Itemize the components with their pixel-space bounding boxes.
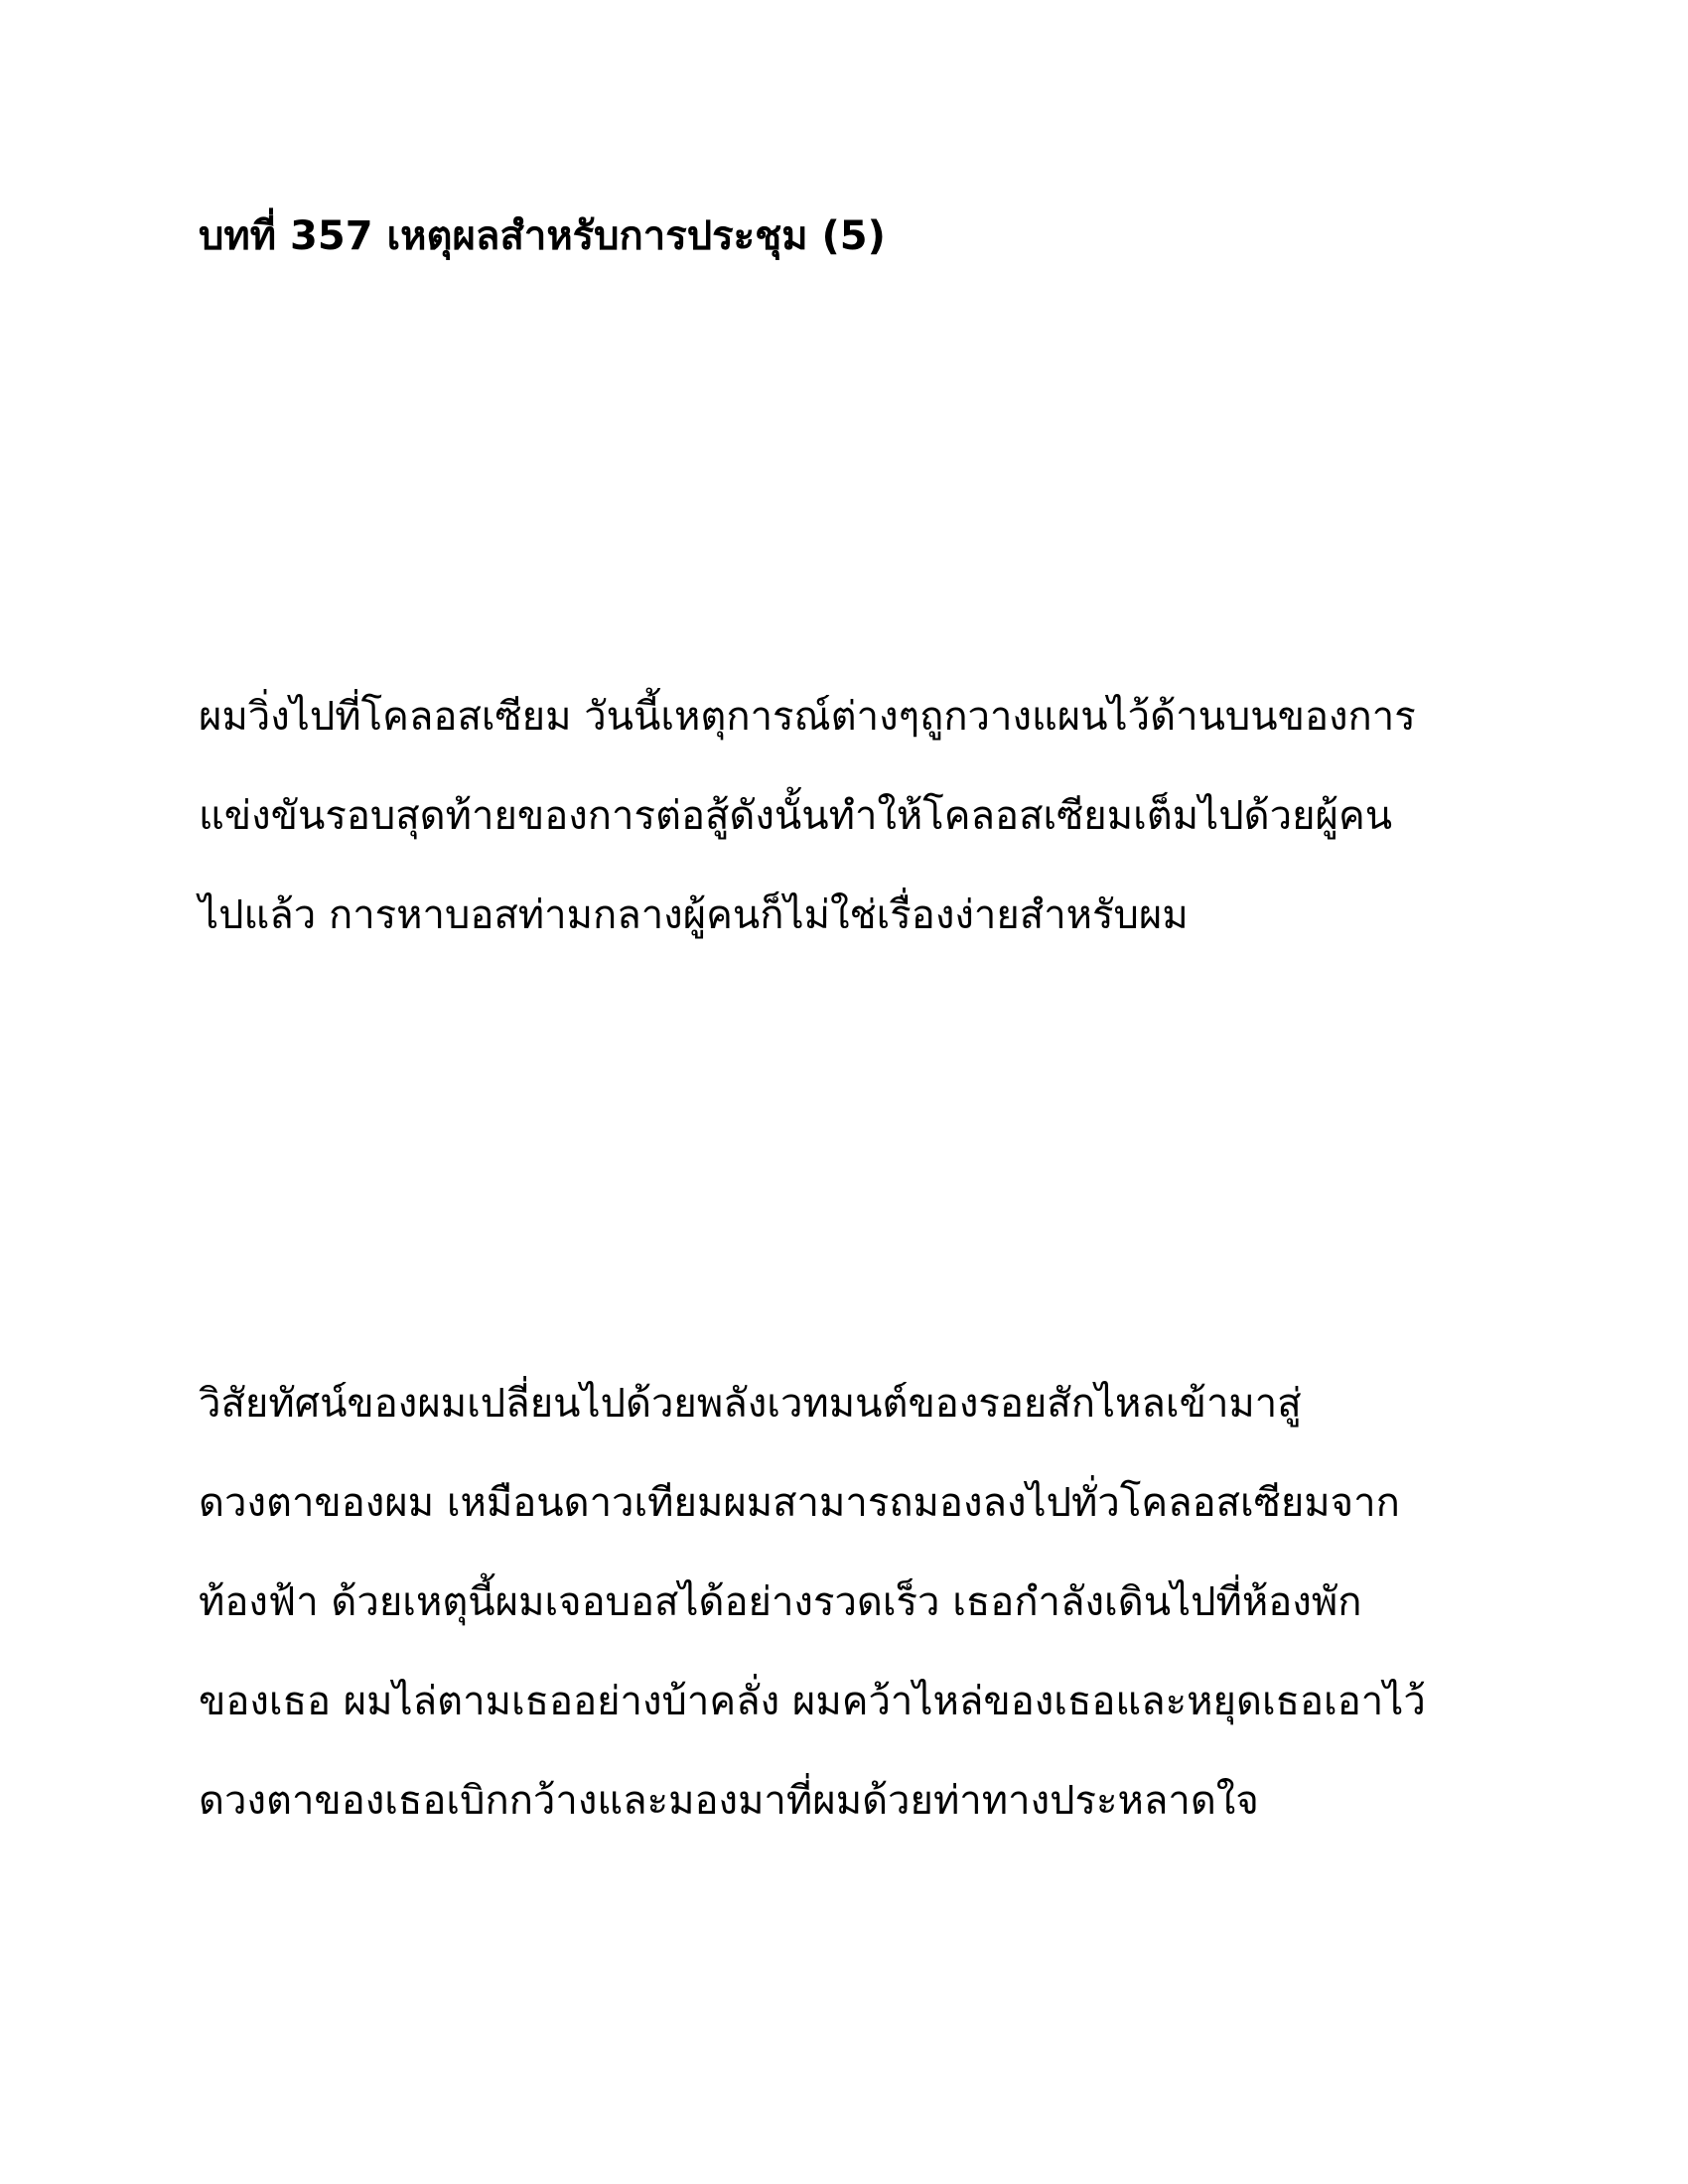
chapter-title: บทที่ 357 เหตุผลสำหรับการประชุม (5) <box>199 213 886 259</box>
paragraph-line: ผมวิ่งไปที่โคลอสเซียม วันนี้เหตุการณ์ต่างๆถูกวางแผนไว้ด้านบนของการ <box>199 694 1416 740</box>
paragraph-line: วิสัยทัศน์ของผมเปลี่ยนไปด้วยพลังเวทมนต์ของรอยสักไหลเข้ามาสู่ <box>199 1381 1302 1427</box>
paragraph-line: แข่งขันรอบสุดท้ายของการต่อสู้ดังนั้นทำให้โคลอสเซียมเต็มไปด้วยผู้คน <box>199 793 1393 839</box>
paragraph-line: ดวงตาของผม เหมือนดาวเทียมผมสามารถมองลงไปทั่วโคลอสเซียมจาก <box>199 1480 1400 1526</box>
paragraph-line: ไปแล้ว การหาบอสท่ามกลางผู้คนก็ไม่ใช่เรื่องง่ายสำหรับผม <box>199 892 1189 938</box>
paragraph-line: ท้องฟ้า ด้วยเหตุนี้ผมเจอบอสได้อย่างรวดเร็ว เธอกำลังเดินไปที่ห้องพัก <box>199 1579 1362 1625</box>
paragraph-2 <box>199 1354 1529 1850</box>
paragraph-line: ของเธอ ผมไล่ตามเธออย่างบ้าคลั่ง ผมคว้าไหล่ของเธอและหยุดเธอเอาไว้ <box>199 1679 1426 1724</box>
paragraph-1 <box>199 667 1529 965</box>
paragraph-line: ดวงตาของเธอเบิกกว้างและมองมาที่ผมด้วยท่าทางประหลาดใจ <box>199 1778 1259 1824</box>
